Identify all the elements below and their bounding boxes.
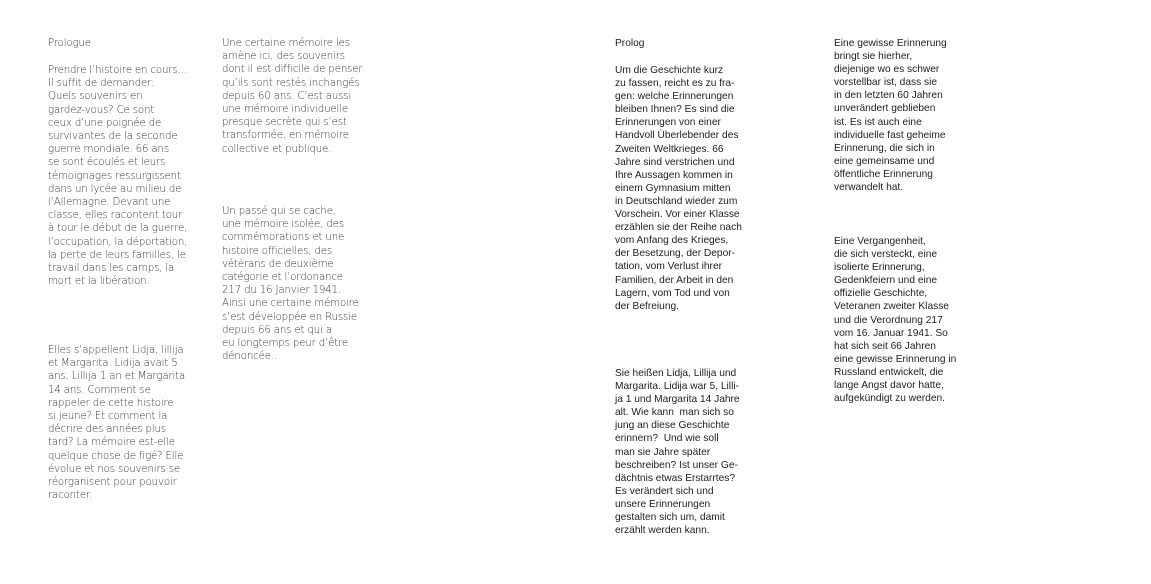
german-paragraph-1: Um die Geschichte kurz zu fassen, reicht es zu fra- gen: welche Erinnerungen bleiben Ihnen? Es sind die Erinnerungen von einer Handvoll Überlebender des Zweiten Weltkrieges. 66 Jahre sind verstrichen und Ihre Aussagen kommen in einem Gymnasium mitten in Deutschland wieder zum Vorschein. Vor einer Klasse erzählen sie der Reihe nach vom Anfang des Krieges, der Besetzung, der Depor- tation, vom Verlust ihrer Familien, der Arbeit in den Lagern, vom Tod und von der Befreiung. (615, 65, 742, 312)
german-paragraph-4: Eine Vergangenheit, die sich versteckt, eine isolierte Erinnerung, Gedenkfeiern und eine offizielle Geschichte, Veteranen zweiter Klasse und die Verordnung 217 vom 16. Januar 1941. So hat sich seit 66 Jahren eine gewisse Erinnerung in Russland entwickelt, die lange Angst davor hatte, aufgekündigt zu werden. (834, 236, 957, 405)
german-paragraph-2: Sie heißen Lidja, Lillija und Margarita. Lidija war 5, Lilli- ja 1 und Margarita 14 Jahre alt. Wie kann man sich so jung an diese Geschichte erinnern? Und wie soll man sie Jahre später beschreiben? Ist unser Ge- dächtnis etwas Erstarrtes? Es verändert sich und unsere Erinnerungen gestalten sich um, damit erzählt werden kann. (615, 368, 740, 537)
german-title: Prolog (615, 38, 645, 49)
french-paragraph-4: Un passé qui se cache, une mémoire isolée, des commémorations et une histoire officielles, des vétérans de deuxième catégorie et l’ordonance 217 du 16 Janvier 1941. Ainsi une certaine mémoire s’est développée en Russie depuis 66 ans et qui a eu longtemps peur d’être dénoncée.. (222, 206, 359, 363)
french-paragraph-1: Prendre l’histoire en cours... Il suffit de demander: Quels souvenirs en gardez-vous? Ce sont ceux d’une poignée de survivantes de la seconde guerre mondiale. 66 ans se sont écoulés et leurs témoignages ressurgissent dans un lycée au milieu de l’Allemagne. Devant une classe, elles racontent tour à tour le début de la guerre, l’occupation, la déportation, la perte de leurs familles, le travail dans les camps, la mort et la libération. (48, 65, 188, 288)
french-paragraph-3: Une certaine mémoire les amène ici, des souvenirs dont il est difficile de penser qu’ils sont restés inchangés depuis 60 ans. C’est aussi une mémoire individuelle presque secrète qui s’est transformée, en mémoire collective et publique. (222, 38, 363, 155)
german-paragraph-3: Eine gewisse Erinnerung bringt sie hierher, diejenige wo es schwer vorstellbar ist, dass sie in den letzten 60 Jahren unverändert geblieben ist. Es ist auch eine individuelle fast geheime Erinnerung, die sich in eine gemeinsame und öffentliche Erinnerung verwandelt hat. (834, 38, 947, 194)
french-title: Prologue (48, 38, 91, 49)
french-paragraph-2: Elles s’appellent Lidja, lillija et Margarita. Lidija avait 5 ans, Lillija 1 an et Margarita 14 ans. Comment se rappeler de cette histoire si jeune? Et comment la décrire des années plus tard? La mémoire est-elle quelque chose de figé? Elle évolue et nos souvenirs se réorganisent pour pouvoir raconter. (48, 345, 186, 502)
